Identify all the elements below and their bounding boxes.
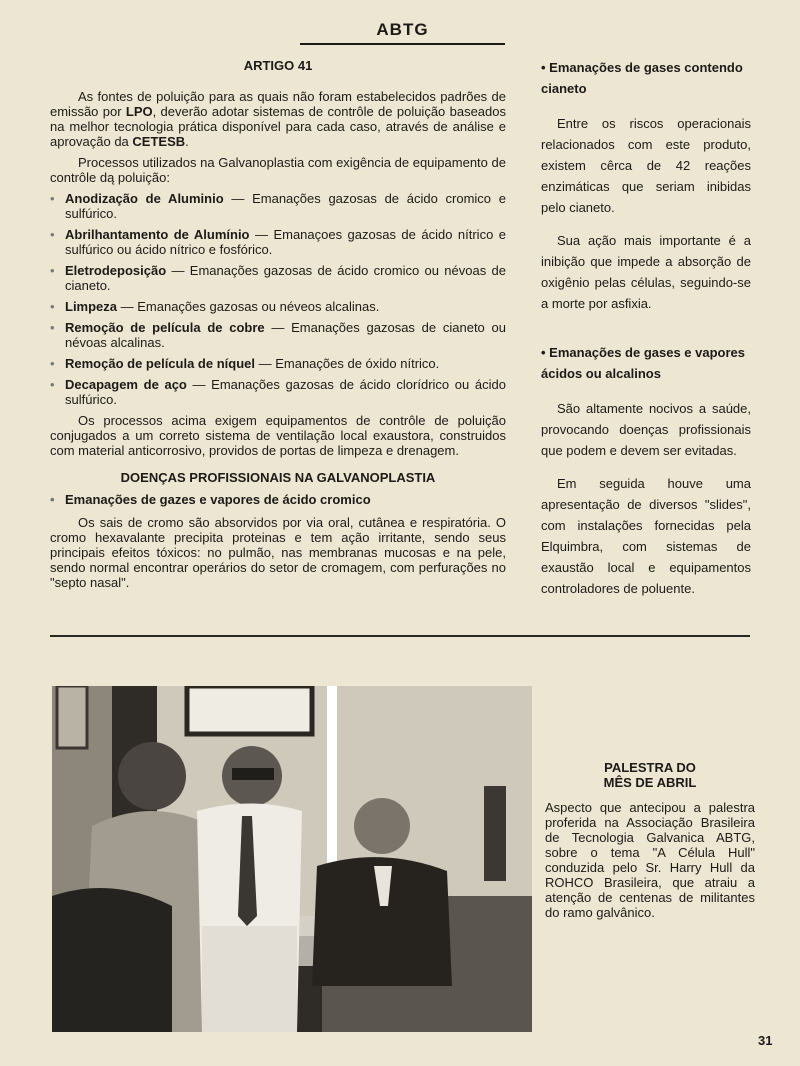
process-name: Abrilhantamento de Alumínio — [65, 227, 250, 242]
acid-title: • Emanações de gases e vapores ácidos ou alcalinos — [541, 345, 745, 381]
process-desc: — Emanações gazosas de ácido cromico e sulfúrico. — [65, 191, 506, 221]
process-name: Decapagem de aço — [65, 377, 187, 392]
closing-paragraph: Os processos acima exigem equipamentos de contrôle de poluição conjugados a um correto sistema de ventilação local exaustora, construidos com material anticorrosivo, providos de portas de limpeza e drenagem. — [50, 413, 506, 458]
process-name: Anodização de Aluminio — [65, 191, 224, 206]
process-item — [50, 377, 506, 407]
left-column — [50, 58, 506, 596]
caption-title — [545, 760, 755, 790]
process-name: Eletrodeposição — [65, 263, 167, 278]
intro-text-3: . — [185, 134, 189, 149]
right-column — [541, 57, 751, 611]
cyanide-paragraph-2: Sua ação mais importante é a inibição que impede a absorção de oxigênio pelas células, seguindo-se a morte por asfixia. — [541, 233, 751, 311]
intro-cetesb: CETESB — [132, 134, 186, 149]
photo-illustration — [52, 686, 532, 1032]
caption-title-line-2: MÊS DE ABRIL — [603, 775, 697, 790]
process-item — [50, 191, 506, 221]
chromic-subtitle: • Emanações de gazes e vapores de ácido cromico — [50, 492, 506, 507]
process-desc: — Emanações gazosas de ácido clorídrico ou ácido sulfúrico. — [65, 377, 507, 407]
intro-lpo: LPO — [125, 104, 153, 119]
caption-title-line-1: PALESTRA DO — [604, 760, 696, 775]
event-photo — [52, 686, 532, 1032]
process-desc: — Emanações de óxido nítrico. — [255, 356, 440, 371]
caption-text: Aspecto que antecipou a palestra proferida na Associação Brasileira de Tecnologia Galvanica ABTG, sobre o tema "A Célula Hull" conduzida pelo Sr. Harry Hull da ROHCO Brasileira, que atraiu a atenção de centenas de militantes do ramo galvânico. — [545, 800, 755, 920]
process-item — [50, 320, 506, 350]
page-number: 31 — [758, 1033, 773, 1048]
article-intro — [50, 89, 506, 149]
process-name: Remoção de película de cobre — [65, 320, 265, 335]
process-name: Remoção de película de níquel — [65, 356, 255, 371]
process-desc: — Emanações gazosas de cianeto ou névoas alcalinas. — [65, 320, 506, 350]
intro-text-2: , deverão adotar sistemas de contrôle de poluição baseados na melhor tecnologia prática disponível para cada caso, através de análise e aprovação da — [50, 104, 506, 149]
process-item — [50, 227, 506, 257]
section-divider — [50, 635, 750, 637]
spacer — [541, 326, 751, 342]
process-item — [50, 299, 506, 314]
intro-text-1: As fontes de poluição para as quais não foram estabelecidos padrões de emissão por — [50, 89, 506, 119]
process-item — [50, 263, 506, 293]
process-desc: — Emanações gazosas ou néveos alcalinas. — [117, 299, 380, 314]
process-list — [50, 191, 506, 407]
process-desc: — Emanaçoes gazosas de ácido nítrico e sulfúrico ou ácido nítrico e fosfórico. — [65, 227, 506, 257]
section-header: ABTG — [376, 20, 429, 39]
acid-paragraph: São altamente nocivos a saúde, provocando doenças profissionais que podem e devem ser evitadas. — [541, 401, 751, 458]
article-title: ARTIGO 41 — [243, 58, 313, 73]
chromic-paragraph: Os sais de cromo são absorvidos por via oral, cutânea e respiratória. O cromo hexavalante precipita proteinas e tem ação irritante, sendo seus principais efeitos tóxicos: no pulmão, nas membranas mucosas e na pele, sendo normal encontrar operários do setor de cromagem, com perfurações no "septo nasal". — [50, 515, 506, 590]
photo-caption — [545, 760, 755, 920]
slides-paragraph: Em seguida houve uma apresentação de diversos "slides", com instalações fornecidas pela Elquimbra, com sistemas de exaustão local e equipamentos controladores de poluente. — [541, 476, 751, 596]
diseases-title: DOENÇAS PROFISSIONAIS NA GALVANOPLASTIA — [120, 470, 436, 485]
cyanide-title: • Emanações de gases contendo cianeto — [541, 60, 743, 96]
process-item — [50, 356, 506, 371]
processes-intro: Processos utilizados na Galvanoplastia com exigência de equipamento de contrôle dą poluição: — [50, 155, 506, 185]
cyanide-paragraph-1: Entre os riscos operacionais relacionados com este produto, existem cêrca de 42 reações enzimáticas que seriam inibidas pelo cianeto. — [541, 116, 751, 215]
process-desc: — Emanações gazosas de ácido cromico ou névoas de cianeto. — [65, 263, 506, 293]
process-name: Limpeza — [65, 299, 118, 314]
header-rule — [300, 43, 505, 45]
